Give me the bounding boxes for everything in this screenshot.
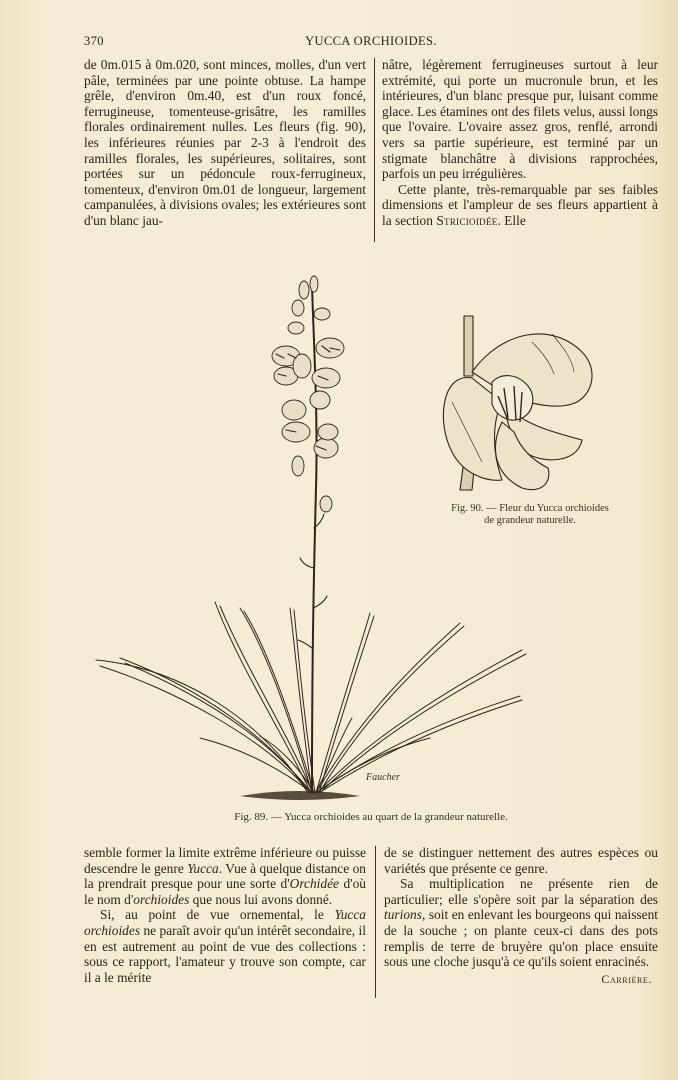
text-span: semble former la limite extrême inférieure ou puisse descendre le genre (84, 845, 366, 876)
text-span: Sa multiplication ne présente rien de particulier; elle s'opère soit par la séparation des (384, 876, 658, 907)
term-turions: turions (384, 907, 422, 923)
author-signature: Carrière. (601, 971, 652, 986)
column-bottom-left (84, 845, 366, 985)
text-span: que nous lui avons donné. (189, 891, 333, 907)
text-span: . Elle (497, 212, 526, 228)
genus-yucca: Yucca (187, 860, 219, 876)
fig90-flower-illustration (432, 312, 602, 497)
text-span: . Vue à quelque distance on la prendrait presque pour une sorte d' (84, 860, 366, 892)
paragraph-bottom-left-2 (84, 907, 366, 985)
column-rule-top (374, 58, 375, 242)
column-top-left (84, 57, 366, 229)
text-span: d'où le nom d' (84, 876, 366, 907)
paragraph-bottom-left-1 (84, 845, 366, 907)
epithet-orchioides: orchioides (133, 891, 190, 907)
column-bottom-right (384, 845, 658, 987)
paragraph-top-right-1: nâtre, légèrement ferrugineuses surtout à leur extrémité, qui porte un mucronule brun, et les intérieures, d'un blanc presque pur, luisant comme glace. Les étamines ont des filets velus, aussi longs que l'ovaire. L'ovaire assez gros, renflé, arrondi vers sa partie supérieure, est terminé par un stigmate blanchâtre à divisions rapprochées, parfois un peu irrégulières. (382, 57, 658, 182)
column-top-right (382, 57, 658, 229)
species-name: Yucca orchioides (84, 907, 366, 938)
term-orchidee: Orchidée (289, 876, 339, 892)
fig90-caption-line1: Fig. 90. — Fleur du Yucca orchioides (451, 503, 609, 514)
paragraph-top-left: de 0m.015 à 0m.020, sont minces, molles, d'un vert pâle, terminées par une pointe obtuse. La hampe grêle, d'environ 0m.40, est d'un roux foncé, ferrugineuse, tomenteuse-grisâtre, les ramilles florales ordinairement nulles. Les fleurs (fig. 90), les inférieures réunies par 2-3 à l'endroit des ramilles florales, les supérieures, solitaires, sont portées sur un pédoncule roux-ferrugineux, tomenteux, d'environ 0m.01 de longueur, largement campanulées, à divisions ovales; les extérieures sont d'un blanc jau- (84, 57, 366, 228)
page-header (84, 34, 658, 52)
engraver-signature: Faucher (366, 772, 400, 783)
fig90-caption (420, 503, 640, 527)
text-span: , soit en enlevant les bourgeons qui naissent de la souche ; on plante ceux-ci dans des pots remplis de terre de bruyère qu'on place ensuite sous une cloche jusqu'à ce qu'ils soient enracinés. (384, 907, 658, 970)
fig90-caption-line2: de grandeur naturelle. (484, 515, 576, 526)
column-rule-bottom (375, 846, 376, 998)
paragraph-bottom-right-2 (384, 876, 658, 970)
paragraph-bottom-right-1: de se distinguer nettement des autres espèces ou variétés que présente ce genre. (384, 845, 658, 876)
running-title: YUCCA ORCHIOIDES. (305, 34, 437, 48)
section-name: Stricioidée (436, 212, 498, 228)
text-span: ne paraît avoir qu'un intérêt secondaire, il en est autrement au point de vue des collections : sous ce rapport, l'amateur y trouve son compte, car il a le mérite (84, 922, 366, 985)
text-span: Si, au point de vue ornemental, le (100, 907, 324, 923)
page-number: 370 (84, 34, 104, 48)
fig89-caption: Fig. 89. — Yucca orchioides au quart de la grandeur naturelle. (234, 811, 508, 823)
paragraph-top-right-2 (382, 182, 658, 229)
text-span: Cette plante, très-remarquable par ses faibles dimensions et l'ampleur de ses fleurs appartient à la section (382, 181, 658, 228)
